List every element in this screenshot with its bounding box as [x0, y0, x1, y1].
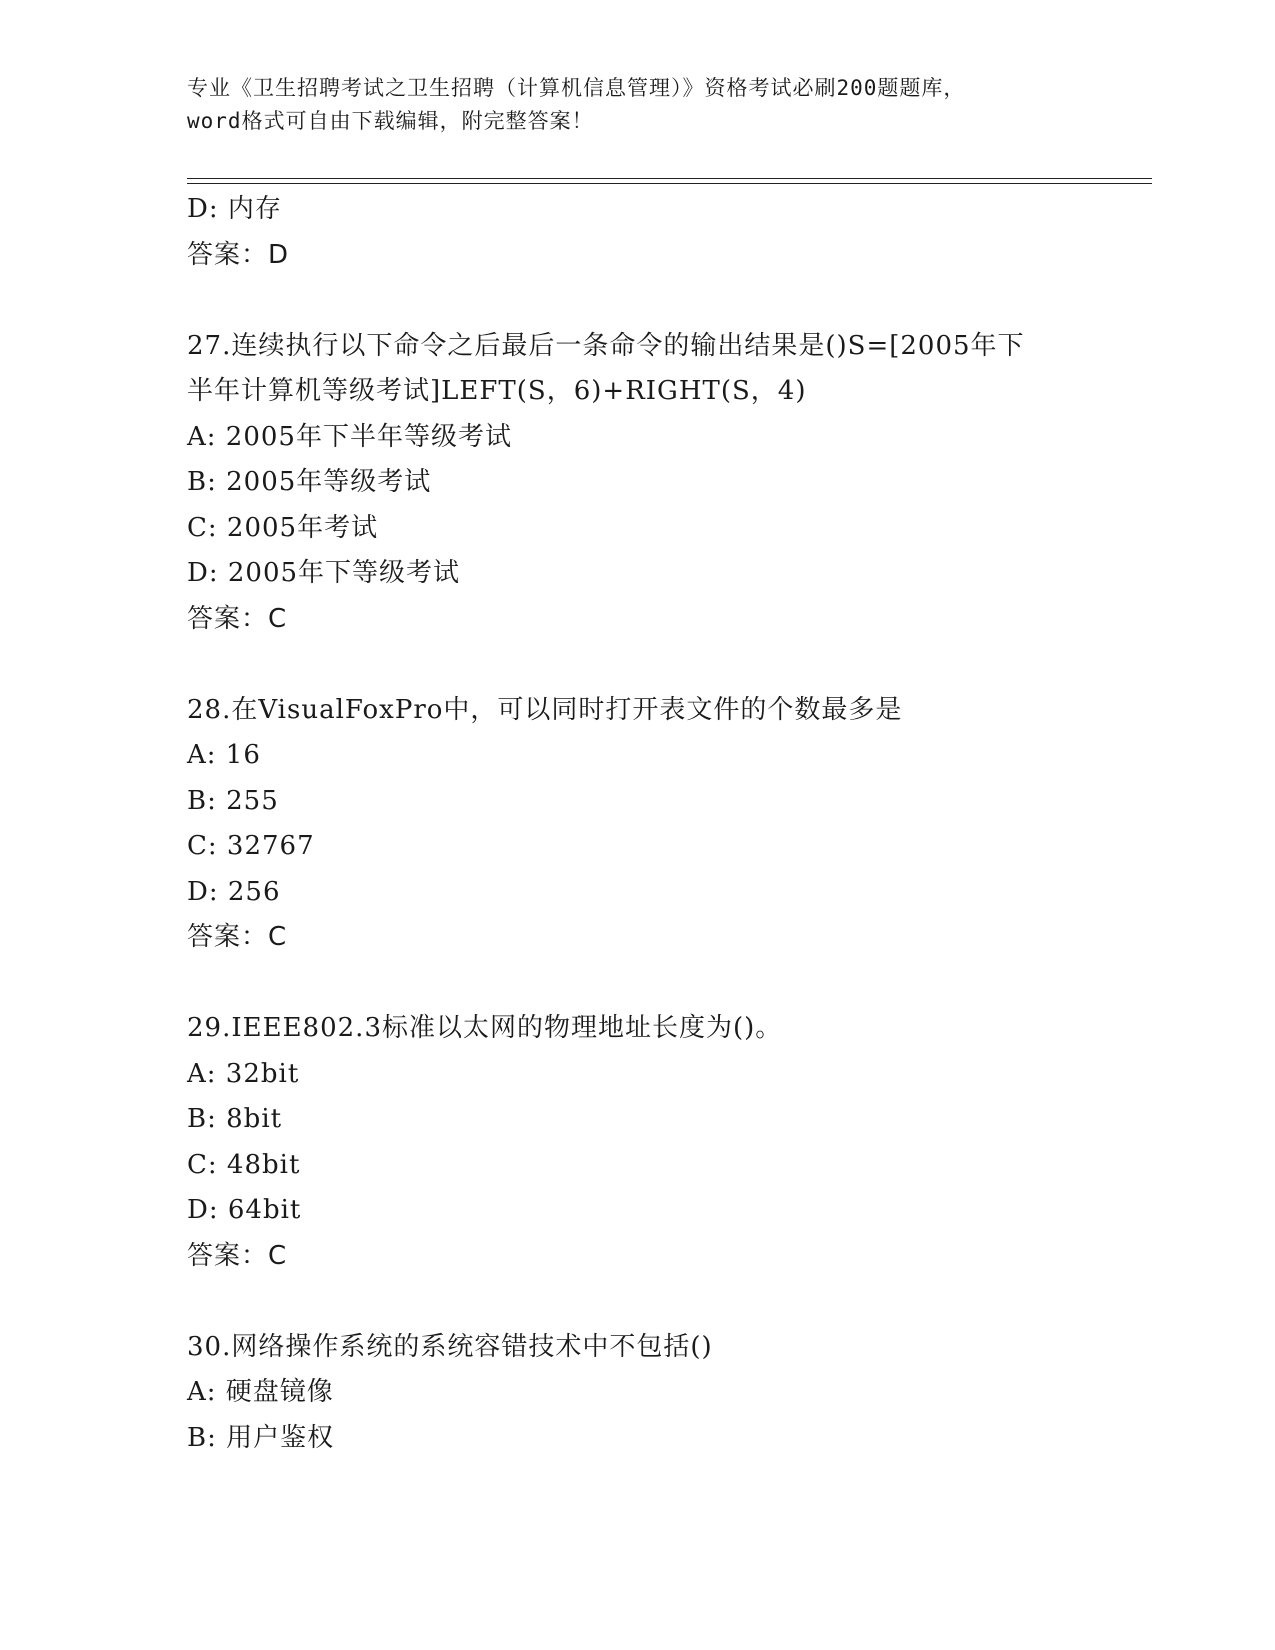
question-content — [187, 187, 1107, 1461]
spacer — [187, 278, 1107, 324]
option-b: B: 255 — [187, 785, 279, 816]
question-stem: 30.网络操作系统的系统容错技术中不包括() — [187, 1331, 713, 1362]
spacer — [187, 961, 1107, 1007]
question-27 — [187, 324, 1107, 643]
answer-line: 答案：C — [187, 603, 288, 634]
spacer — [187, 1279, 1107, 1325]
option-a: A: 硬盘镜像 — [187, 1377, 334, 1407]
option-d: D: 64bit — [187, 1195, 302, 1225]
option-c: C: 2005年考试 — [187, 512, 379, 543]
question-26-tail — [187, 187, 1107, 278]
option-a: A: 32bit — [187, 1058, 300, 1089]
question-30 — [187, 1325, 1107, 1462]
header-divider-top — [187, 178, 1152, 179]
option-b: B: 用户鉴权 — [187, 1422, 335, 1453]
spacer — [187, 642, 1107, 688]
option-a: A: 16 — [187, 740, 261, 770]
option-d: D: 256 — [187, 876, 281, 907]
option-c: C: 32767 — [187, 831, 315, 861]
question-stem: 29.IEEE802.3标准以太网的物理地址长度为()。 — [187, 1013, 783, 1043]
option-a: A: 2005年下半年等级考试 — [187, 421, 512, 452]
option-b: B: 8bit — [187, 1104, 283, 1134]
option-d: D: 内存 — [187, 194, 282, 224]
option-c: C: 48bit — [187, 1149, 301, 1180]
header-line-1: 专业《卫生招聘考试之卫生招聘（计算机信息管理）》资格考试必刷200题题库， — [187, 76, 966, 100]
question-stem: 27.连续执行以下命令之后最后一条命令的输出结果是()S=[2005年下 — [187, 330, 1025, 361]
answer-line: 答案：D — [187, 239, 290, 270]
question-stem-continued: 半年计算机等级考试]LEFT(S，6)+RIGHT(S，4) — [187, 376, 807, 406]
answer-line: 答案：C — [187, 922, 288, 952]
option-d: D: 2005年下等级考试 — [187, 558, 461, 588]
answer-line: 答案：C — [187, 1240, 288, 1271]
question-28 — [187, 688, 1107, 961]
option-b: B: 2005年等级考试 — [187, 467, 432, 497]
question-29 — [187, 1006, 1107, 1279]
document-header — [187, 72, 1087, 138]
header-divider-bottom — [187, 183, 1152, 184]
question-stem: 28.在VisualFoxPro中，可以同时打开表文件的个数最多是 — [187, 694, 903, 725]
header-line-2: word格式可自由下载编辑，附完整答案！ — [187, 109, 594, 133]
